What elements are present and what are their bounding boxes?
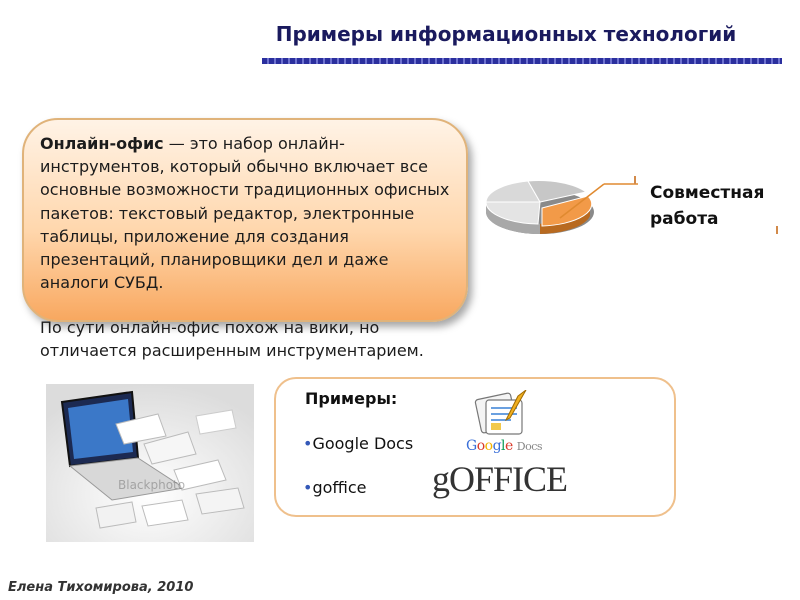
slide-title: Примеры информационных технологий [275, 22, 737, 46]
author-footer: Елена Тихомирова, 2010 [8, 580, 194, 595]
definition-text [40, 132, 460, 294]
pie-chart-illustration [480, 172, 640, 244]
title-underline [262, 58, 782, 64]
laptop-with-papers-image [46, 384, 254, 542]
definition-body: — это набор онлайн-инструментов, который обычно включает все основные возможности традиционных офисных пакетов: текстовый редактор, электронные таблицы, приложение для создания презентаций, планировщики дел и даже аналоги СУБД. [40, 134, 450, 293]
callout-corner-mark [634, 176, 636, 184]
example-item-google-docs: •Google Docs [303, 434, 414, 453]
example-item-goffice: •goffice [303, 478, 367, 497]
definition-term: Онлайн-офис [40, 134, 164, 153]
google-docs-logo-text: Google Docs [466, 438, 543, 454]
callout-corner-mark [776, 226, 778, 234]
collaboration-callout: Совместная работа [650, 183, 765, 229]
examples-heading: Примеры: [305, 389, 398, 408]
goffice-logo: gOFFICE [432, 459, 568, 499]
image-watermark: Blackphoto [118, 478, 186, 492]
comparison-text: По сути онлайн-офис похож на вики, но отличается расширенным инструментарием. [40, 318, 424, 361]
